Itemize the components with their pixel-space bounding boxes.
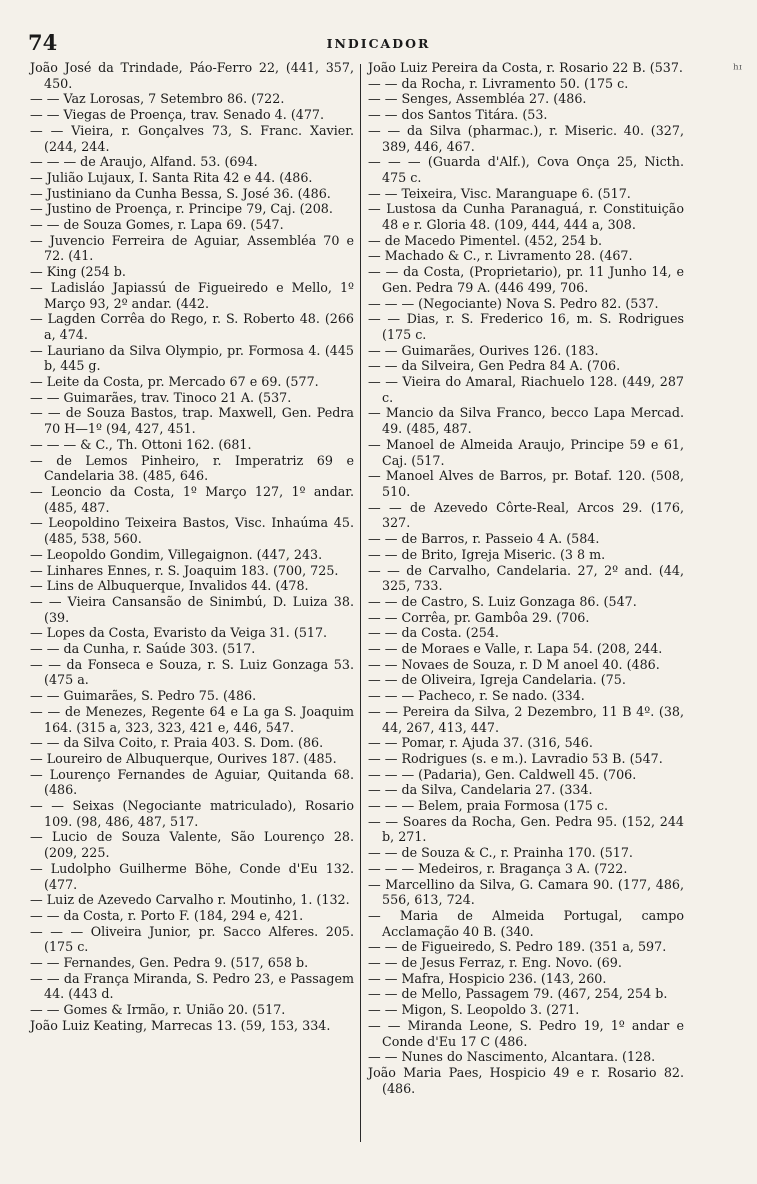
directory-entry: — Maria de Almeida Portugal, campo Acclamação 40 B. (340. — [368, 907, 684, 939]
directory-entry: João Luiz Pereira da Costa, r. Rosario 22 B. (537. — [368, 60, 683, 75]
directory-entry: — — Rodrigues (s. e m.). Lavradio 53 B. (547. — [368, 750, 663, 766]
column-divider — [360, 64, 361, 1142]
directory-entry: — Luiz de Azevedo Carvalho r. Moutinho, 1. (132. — [30, 892, 350, 908]
directory-entry: — — da Rocha, r. Livramento 50. (175 c. — [368, 75, 629, 91]
directory-entry: — Julião Lujaux, I. Santa Rita 42 e 44. (486. — [30, 169, 313, 185]
directory-entry: — — Viegas de Proença, trav. Senado 4. (477. — [30, 107, 325, 123]
directory-entry: — — de Carvalho, Candelaria. 27, 2º and. (44, 325, 733. — [368, 562, 684, 594]
directory-entry: — Manoel Alves de Barros, pr. Botaf. 120. (508, 510. — [368, 468, 684, 499]
directory-entry: — Manoel de Almeida Araujo, Principe 59 e 61, Caj. (517. — [368, 436, 684, 468]
directory-entry: — Lourenço Fernandes de Aguiar, Quitanda 68. (486. — [30, 766, 354, 798]
directory-entry: — — de Brito, Igreja Miseric. (3 8 m. — [368, 546, 606, 562]
directory-entry: — — Gomes & Irmão, r. União 20. (517. — [30, 1002, 286, 1018]
directory-entry: — — Corrêa, pr. Gambôa 29. (706. — [368, 609, 590, 625]
directory-entry: — — Vieira do Amaral, Riachuelo 128. (449, 287 c. — [368, 374, 684, 405]
directory-entry: — — da Silva Coito, r. Praia 403. S. Dom. (86. — [30, 735, 324, 751]
left-column — [30, 60, 354, 1034]
right-column — [368, 60, 684, 1096]
directory-entry: — — de Castro, S. Luiz Gonzaga 86. (547. — [368, 593, 637, 609]
directory-entry: — — Novaes de Souza, r. D M anoel 40. (486. — [368, 656, 660, 672]
directory-entry: — — de Souza & C., r. Prainha 170. (517. — [368, 845, 633, 861]
directory-entry: — de Lemos Pinheiro, r. Imperatriz 69 e Candelaria 38. (485, 646. — [30, 452, 354, 484]
directory-entry: — Machado & C., r. Livramento 28. (467. — [368, 248, 633, 264]
directory-entry: — Lauriano da Silva Olympio, pr. Formosa 4. (445 b, 445 g. — [30, 342, 354, 374]
directory-entry: — — de Figueiredo, S. Pedro 189. (351 a, 597. — [368, 939, 667, 955]
directory-entry: — — de Moraes e Valle, r. Lapa 54. (208, 244. — [368, 641, 663, 657]
directory-entry: — Ladisláo Japiassú de Figueiredo e Mello, 1º Março 93, 2º andar. (442. — [30, 279, 354, 311]
directory-entry: — — Vieira, r. Gonçalves 73, S. Franc. Xavier. (244, 244. — [30, 122, 354, 154]
directory-entry: — — Migon, S. Leopoldo 3. (271. — [368, 1002, 580, 1018]
directory-entry: — Marcellino da Silva, G. Camara 90. (177, 486, 556, 613, 724. — [368, 876, 684, 908]
directory-entry: — — Seixas (Negociante matriculado), Rosario 109. (98, 486, 487, 517. — [30, 798, 354, 829]
directory-entry: — de Macedo Pimentel. (452, 254 b. — [368, 232, 603, 248]
directory-entry: — — da França Miranda, S. Pedro 23, e Passagem 44. (443 d. — [30, 970, 354, 1002]
directory-entry: — — Dias, r. S. Frederico 16, m. S. Rodrigues (175 c. — [368, 311, 684, 342]
directory-entry: — — de Jesus Ferraz, r. Eng. Novo. (69. — [368, 955, 622, 971]
directory-entry: — — Guimarães, trav. Tinoco 21 A. (537. — [30, 389, 292, 405]
directory-entry: — — Guimarães, S. Pedro 75. (486. — [30, 688, 257, 704]
directory-entry: — Lins de Albuquerque, Invalidos 44. (478. — [30, 578, 309, 594]
directory-entry: — Justino de Proença, r. Principe 79, Caj. (208. — [30, 201, 333, 217]
directory-entry: — King (254 b. — [30, 264, 126, 280]
directory-entry: — — — Oliveira Junior, pr. Sacco Alferes. 205. (175 c. — [30, 923, 354, 955]
directory-entry: — — — de Araujo, Alfand. 53. (694. — [30, 154, 258, 170]
directory-entry: — — Miranda Leone, S. Pedro 19, 1º andar e Conde d'Eu 17 C (486. — [368, 1017, 684, 1049]
directory-entry: — — — (Padaria), Gen. Caldwell 45. (706. — [368, 766, 637, 782]
directory-entry: — — de Barros, r. Passeio 4 A. (584. — [368, 531, 600, 547]
directory-entry: — — da Silveira, Gen Pedra 84 A. (706. — [368, 358, 621, 374]
directory-entry: — — da Costa, r. Porto F. (184, 294 e, 421. — [30, 907, 304, 923]
directory-entry: — — da Cunha, r. Saúde 303. (517. — [30, 641, 256, 657]
directory-entry: — — de Souza Bastos, trap. Maxwell, Gen. Pedra 70 H—1º (94, 427, 451. — [30, 405, 354, 437]
directory-entry: — — Pomar, r. Ajuda 37. (316, 546. — [368, 735, 593, 751]
directory-entry: — — Mafra, Hospicio 236. (143, 260. — [368, 970, 607, 986]
directory-entry: — Lagden Corrêa do Rego, r. S. Roberto 48. (266 a, 474. — [30, 311, 354, 342]
directory-entry: — — dos Santos Titára. (53. — [368, 107, 548, 123]
directory-entry: — — Vaz Lorosas, 7 Setembro 86. (722. — [30, 91, 285, 107]
directory-entry: — — — (Guarda d'Alf.), Cova Onça 25, Nicth. 475 c. — [368, 154, 684, 185]
directory-entry: — — de Oliveira, Igreja Candelaria. (75. — [368, 672, 626, 688]
directory-entry: — — da Silva, Candelaria 27. (334. — [368, 782, 593, 798]
directory-entry: — — Fernandes, Gen. Pedra 9. (517, 658 b. — [30, 955, 309, 971]
directory-entry: — — Guimarães, Ourives 126. (183. — [368, 342, 599, 358]
directory-entry: — — da Silva (pharmac.), r. Miseric. 40. (327, 389, 446, 467. — [368, 122, 684, 154]
directory-entry: — Linhares Ennes, r. S. Joaquim 183. (700, 725. — [30, 562, 339, 578]
directory-entry: — Leite da Costa, pr. Mercado 67 e 69. (577. — [30, 374, 319, 390]
directory-entry: — — — (Negociante) Nova S. Pedro 82. (537. — [368, 295, 659, 311]
directory-entry: João Luiz Keating, Marrecas 13. (59, 153, 334. — [30, 1017, 331, 1033]
directory-entry: — — Soares da Rocha, Gen. Pedra 95. (152, 244 b, 271. — [368, 813, 684, 845]
directory-entry: — Lucio de Souza Valente, São Lourenço 28. (209, 225. — [30, 829, 354, 861]
directory-entry: — Juvencio Ferreira de Aguiar, Assembléa 70 e 72. (41. — [30, 232, 354, 264]
directory-entry: — — — & C., Th. Ottoni 162. (681. — [30, 436, 252, 452]
directory-entry: — Leopoldo Gondim, Villegaignon. (447, 243. — [30, 546, 323, 562]
directory-entry: — Ludolpho Guilherme Böhe, Conde d'Eu 132. (477. — [30, 860, 354, 892]
directory-entry: — — — Pacheco, r. Se nado. (334. — [368, 688, 585, 704]
directory-entry: — Justiniano da Cunha Bessa, S. José 36. (486. — [30, 185, 331, 201]
directory-entry: — — de Mello, Passagem 79. (467, 254, 254 b. — [368, 986, 668, 1002]
page-number: 74 — [28, 30, 58, 55]
directory-entry: — — Teixeira, Visc. Maranguape 6. (517. — [368, 185, 631, 201]
directory-entry: — — Nunes do Nascimento, Alcantara. (128. — [368, 1049, 656, 1065]
directory-entry: João Maria Paes, Hospicio 49 e r. Rosario 82. (486. — [368, 1065, 684, 1096]
directory-entry: — Lopes da Costa, Evaristo da Veiga 31. (517. — [30, 625, 328, 641]
directory-entry: — — da Costa. (254. — [368, 625, 499, 641]
directory-entry: — — da Costa, (Proprietario), pr. 11 Junho 14, e Gen. Pedra 79 A. (446 499, 706. — [368, 264, 684, 295]
directory-entry: — — de Menezes, Regente 64 e La ga S. Joaquim 164. (315 a, 323, 323, 421 e, 446, 547. — [30, 703, 354, 735]
directory-entry: — Lustosa da Cunha Paranaguá, r. Constituição 48 e r. Gloria 48. (109, 444, 444 a, 308. — [368, 201, 684, 233]
directory-entry: — Loureiro de Albuquerque, Ourives 187. (485. — [30, 750, 337, 766]
directory-entry: — — — Belem, praia Formosa (175 c. — [368, 798, 608, 814]
directory-entry: — — Pereira da Silva, 2 Dezembro, 11 B 4º. (38, 44, 267, 413, 447. — [368, 703, 684, 735]
directory-entry: — — da Fonseca e Souza, r. S. Luiz Gonzaga 53. (475 a. — [30, 656, 354, 688]
directory-entry: — — Senges, Assembléa 27. (486. — [368, 91, 587, 107]
running-head: INDICADOR — [326, 36, 431, 51]
directory-entry: — — de Azevedo Côrte-Real, Arcos 29. (176, 327. — [368, 499, 684, 531]
directory-entry: João José da Trindade, Páo-Ferro 22, (441, 357, 450. — [30, 60, 354, 91]
margin-mark: ʰᶦ — [733, 62, 743, 78]
directory-entry: — Leopoldino Teixeira Bastos, Visc. Inhaúma 45. (485, 538, 560. — [30, 515, 354, 547]
directory-entry: — — Vieira Cansansão de Sinimbú, D. Luiza 38. (39. — [30, 593, 354, 625]
directory-entry: — Mancio da Silva Franco, becco Lapa Mercad. 49. (485, 487. — [368, 405, 684, 437]
directory-entry: — Leoncio da Costa, 1º Março 127, 1º andar. (485, 487. — [30, 483, 354, 515]
directory-entry: — — de Souza Gomes, r. Lapa 69. (547. — [30, 217, 284, 233]
page-header — [0, 30, 757, 54]
directory-entry: — — — Medeiros, r. Bragança 3 A. (722. — [368, 860, 628, 876]
